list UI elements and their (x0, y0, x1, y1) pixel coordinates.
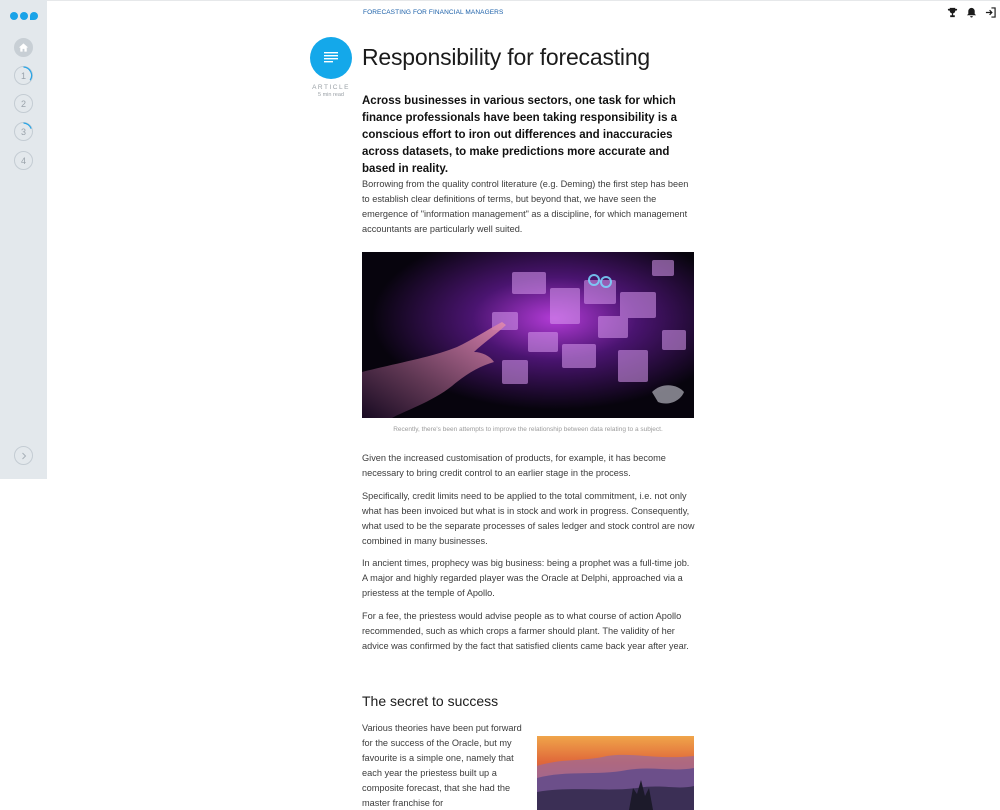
paragraph-4: In ancient times, prophecy was big business: being a prophet was a full-time job. A major and highly regarded player was the Oracle at Delphi, approached via a priestess at the temple of Apollo. (362, 558, 690, 598)
image-caption: Recently, there's been attempts to improve the relationship between data relating to a subject. (393, 426, 663, 433)
logo (10, 12, 38, 20)
home-button[interactable] (14, 38, 33, 57)
step-3-button[interactable] (14, 122, 33, 141)
sunset-image (537, 736, 694, 810)
progress-ring-icon (14, 122, 33, 141)
step-2-button[interactable] (14, 94, 33, 113)
step-1-button[interactable] (14, 66, 33, 85)
progress-ring-icon (14, 66, 33, 85)
article-badge (310, 37, 352, 79)
sidebar-step-2[interactable] (0, 94, 47, 113)
sidebar-step-4[interactable] (0, 151, 47, 170)
section-heading: The secret to success (362, 693, 499, 709)
data-hand-illustration (362, 252, 694, 418)
content-type-label: ARTICLE (312, 84, 350, 91)
hero-image (362, 252, 694, 418)
sidebar-home[interactable] (0, 38, 47, 57)
step-number: 3 (20, 126, 26, 137)
sidebar (0, 0, 47, 479)
paragraph-1: Borrowing from the quality control literature (e.g. Deming) the first step has been to establish clear definitions of terms, but beyond that, we have seen the emergence of "information management" as a discipline, for which management accountants are particularly well suited. (362, 179, 689, 234)
article-icon (323, 51, 339, 65)
breadcrumb[interactable]: FORECASTING FOR FINANCIAL MANAGERS (363, 9, 504, 16)
read-time: 5 min read (318, 92, 344, 98)
step-number: 4 (20, 155, 26, 166)
step-4-button[interactable] (14, 151, 33, 170)
top-border (0, 0, 1000, 1)
paragraph-5: For a fee, the priestess would advise people as to what course of action Apollo recommended, such as which crops a farmer should plant. The validity of her advice was confirmed by the fact that satisfied clients came back year after year. (362, 611, 689, 651)
lead-paragraph: Across businesses in various sectors, one task for which finance professionals have been taking responsibility is a conscious effort to iron out differences and inaccuracies across datasets, to make predictions more accurate and based in reality. (362, 95, 678, 175)
paragraph-3: Specifically, credit limits need to be applied to the total commitment, i.e. not only what has been invoiced but what is in stock and work in progress. Consequently, what used to be the separate processes of sales ledger and stock control are now combined in many businesses. (362, 491, 695, 546)
paragraph-2: Given the increased customisation of products, for example, it has become necessary to bring credit control to an earlier stage in the process. (362, 453, 666, 478)
expand-sidebar-button[interactable] (14, 446, 33, 465)
step-number: 2 (20, 98, 26, 109)
sidebar-step-3[interactable] (0, 122, 47, 141)
sunset-landscape-illustration (537, 736, 694, 810)
chevron-right-icon (20, 452, 28, 460)
page-title: Responsibility for forecasting (362, 44, 651, 70)
sidebar-expand[interactable] (0, 446, 47, 465)
bell-icon[interactable] (966, 7, 977, 18)
sidebar-step-1[interactable] (0, 66, 47, 85)
home-icon (18, 42, 29, 53)
step-number: 1 (20, 70, 26, 81)
paragraph-6: Various theories have been put forward for the success of the Oracle, but my favourite is a simple one, namely that each year the priestess built up a composite forecast, that she had the master franchise for (362, 723, 522, 808)
trophy-icon[interactable] (947, 7, 958, 18)
exit-icon[interactable] (985, 7, 996, 18)
header-actions (947, 7, 996, 18)
